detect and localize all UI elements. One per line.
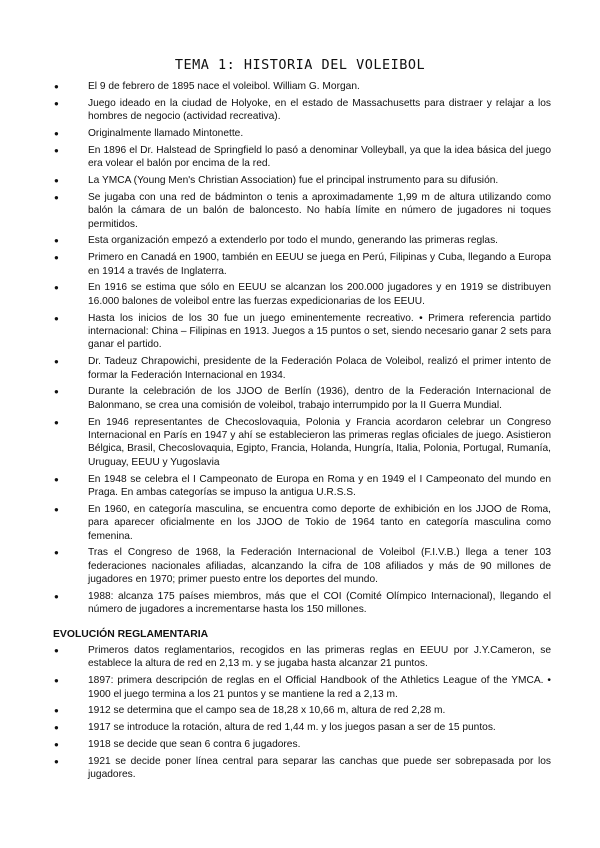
history-item bbox=[53, 80, 551, 93]
bullet-icon: ● bbox=[54, 474, 59, 484]
list-item-text: En 1960, en categoría masculina, se encuentra como deporte de exhibición en los JJOO de Roma, para aparecer oficialmente en los JJOO de Tokio de 1964 tanto en categoría masculina como femenina. bbox=[88, 503, 551, 542]
history-item bbox=[53, 355, 551, 382]
bullet-icon: ● bbox=[54, 387, 59, 397]
list-item-text: 1918 se decide que sean 6 contra 6 jugadores. bbox=[88, 739, 301, 750]
list-item-text: 1921 se decide poner línea central para separar las canchas que puede ser sobrepasada por los jugadores. bbox=[88, 755, 551, 781]
rules-item bbox=[53, 704, 551, 717]
list-item-text: En 1946 representantes de Checoslovaquia, Polonia y Francia acordaron celebrar un Congreso Internacional en París en 1947 y ahí se establecieron las primeras reglas oficiales de juego. Asistieron Bélgica, Brasil, Checoslovaquia, Egipto, Francia, Holanda, Hungría, Italia, Polonia, Portugal, Rumanía, Uruguay, EEUU y Yugoslavia bbox=[88, 416, 551, 468]
list-item-text: La YMCA (Young Men's Christian Association) fue el principal instrumento para su difusión. bbox=[88, 175, 499, 186]
bullet-icon: ● bbox=[54, 313, 59, 323]
history-item bbox=[53, 234, 551, 247]
list-item-text: 1988: alcanza 175 países miembros, más que el COI (Comité Olímpico Internacional), llegando el número de jugadores a incrementarse hasta los 150 millones. bbox=[88, 591, 551, 616]
history-item bbox=[53, 174, 551, 187]
list-item-text: 1917 se introduce la rotación, altura de red 1,44 m. y los juegos pasan a ser de 15 puntos. bbox=[88, 722, 496, 734]
bullet-icon: ● bbox=[54, 145, 59, 155]
bullet-icon: ● bbox=[54, 253, 59, 263]
bullet-icon: ● bbox=[54, 706, 59, 716]
history-item bbox=[53, 590, 551, 617]
history-item bbox=[53, 385, 551, 412]
list-item-text: Se jugaba con una red de bádminton o tenis a aproximadamente 1,99 m de altura utilizando como balón la cámara de un balón de baloncesto. No había límite en número de jugadores ni toques permitidos. bbox=[88, 191, 551, 230]
history-item bbox=[53, 144, 551, 171]
bullet-icon: ● bbox=[54, 129, 59, 138]
rules-item bbox=[53, 644, 551, 671]
rules-item bbox=[53, 674, 551, 701]
list-item-text: El 9 de febrero de 1895 nace el voleibol. William G. Morgan. bbox=[88, 81, 360, 92]
bullet-icon: ● bbox=[54, 740, 59, 749]
list-item-text: En 1916 se estima que sólo en EEUU se alcanzan los 200.000 jugadores y en 1919 se distribuyen 16.000 balones de voleibol entre las fuerzas expedicionarias de los EEUU. bbox=[88, 282, 551, 307]
bullet-icon: ● bbox=[54, 723, 59, 733]
bullet-icon: ● bbox=[54, 82, 59, 91]
list-item-text: Durante la celebración de los JJOO de Berlín (1936), dentro de la Federación Internacional de Balonmano, se crea una comisión de voleibol, trabajo interrumpido por la II Guerra Mundial. bbox=[88, 386, 551, 411]
list-item-text: Dr. Tadeuz Chrapowichi, presidente de la Federación Polaca de Voleibol, realizó el primer intento de formar la Federación Internacional en 1934. bbox=[88, 356, 551, 381]
page-title: TEMA 1: HISTORIA DEL VOLEIBOL bbox=[174, 57, 426, 73]
bullet-icon: ● bbox=[54, 98, 59, 108]
history-item bbox=[53, 251, 551, 278]
history-item bbox=[53, 97, 551, 124]
rules-item bbox=[53, 738, 551, 751]
list-item-text: En 1896 el Dr. Halstead de Springfield lo pasó a denominar Volleyball, ya que la idea básica del juego era volear el balón por encima de la red. bbox=[88, 144, 551, 170]
rules-item bbox=[53, 755, 551, 782]
bullet-icon: ● bbox=[54, 592, 59, 602]
list-item-text: Originalmente llamado Mintonette. bbox=[88, 128, 244, 139]
section-heading: EVOLUCIÓN REGLAMENTARIA bbox=[53, 629, 209, 640]
bullet-icon: ● bbox=[54, 756, 59, 766]
bullet-icon: ● bbox=[54, 646, 59, 655]
history-item bbox=[53, 312, 551, 352]
history-item bbox=[53, 473, 551, 500]
list-item-text: 1912 se determina que el campo sea de 18,28 x 10,66 m, altura de red 2,28 m. bbox=[88, 705, 446, 717]
list-item-text: 1897: primera descripción de reglas en el Official Handbook of the Athletics League of the YMCA. • 1900 el juego termina a los 21 puntos y se mantiene la red a 2,13 m. bbox=[88, 675, 551, 700]
history-item bbox=[53, 546, 551, 586]
list-item-text: Esta organización empezó a extenderlo por todo el mundo, generando las primeras reglas. bbox=[88, 235, 499, 247]
history-item bbox=[53, 191, 551, 231]
history-item bbox=[53, 281, 551, 308]
list-item-text: Primeros datos reglamentarios, recogidos en las primeras reglas en EEUU por J.Y.Cameron, se establece la altura de red en 2,13 m. y se jugaba hasta alcanzar 21 puntos. bbox=[88, 645, 551, 670]
bullet-icon: ● bbox=[54, 417, 59, 427]
bullet-icon: ● bbox=[54, 283, 59, 293]
bullet-icon: ● bbox=[54, 192, 59, 202]
list-item-text: En 1948 se celebra el I Campeonato de Europa en Roma y en 1949 el I Campeonato del mundo en Praga. En ambas categorías se impuso la antigua U.R.S.S. bbox=[88, 473, 551, 499]
bullet-icon: ● bbox=[54, 504, 59, 514]
bullet-icon: ● bbox=[54, 676, 59, 686]
rules-list bbox=[53, 644, 551, 785]
rules-item bbox=[53, 721, 551, 734]
list-item-text: Juego ideado en la ciudad de Holyoke, en el estado de Massachusetts para distraer y relajar a los hombres de negocio (actividad recreativa). bbox=[88, 97, 551, 123]
history-item bbox=[53, 127, 551, 140]
history-item bbox=[53, 416, 551, 470]
bullet-icon: ● bbox=[54, 236, 59, 246]
history-list bbox=[53, 80, 551, 620]
list-item-text: Primero en Canadá en 1900, también en EEUU se juega en Perú, Filipinas y Cuba, llegando a Europa en 1914 a través de Inglaterra. bbox=[88, 252, 551, 277]
list-item-text: Tras el Congreso de 1968, la Federación Internacional de Voleibol (F.I.V.B.) llega a tener 103 federaciones nacionales afiliadas, alcanzando la cifra de 108 afiliados y más de 90 millones de jugadores en 1970; primer puesto entre los deportes del mundo. bbox=[88, 547, 551, 586]
bullet-icon: ● bbox=[54, 548, 59, 558]
bullet-icon: ● bbox=[54, 357, 59, 367]
history-item bbox=[53, 503, 551, 543]
bullet-icon: ● bbox=[54, 176, 59, 185]
list-item-text: Hasta los inicios de los 30 fue un juego eminentemente recreativo. • Primera referencia partido internacional: China – Filipinas en 1913. Juegos a 15 puntos o set, siendo necesario ganar 2 sets para ganar el partido. bbox=[88, 312, 551, 351]
